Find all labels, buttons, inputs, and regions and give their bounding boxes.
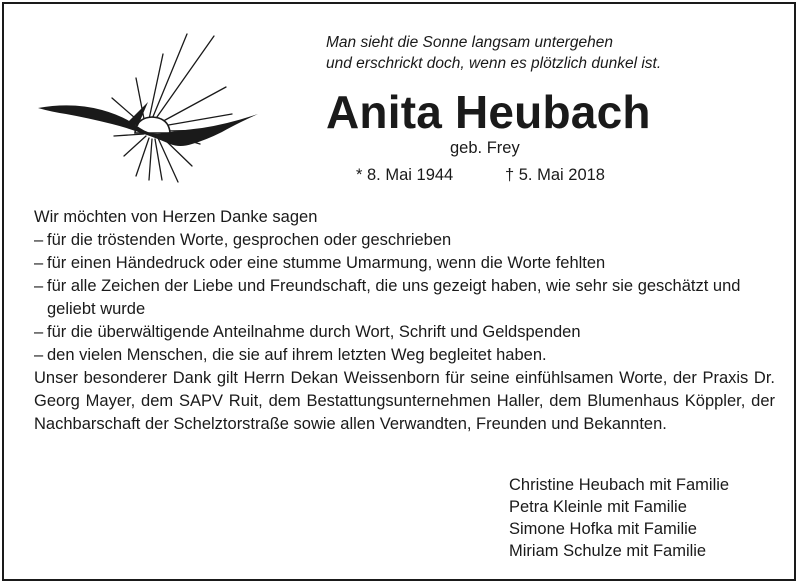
dash: – <box>34 277 44 295</box>
quote <box>326 32 661 74</box>
list-item-text: für einen Händedruck oder eine stumme Umarmung, wenn die Worte fehlten <box>47 254 606 272</box>
signatures <box>509 474 729 562</box>
dash: – <box>34 323 44 341</box>
list-item <box>34 344 775 367</box>
list-item-text: für die überwältigende Anteilnahme durch Wort, Schrift und Geldspenden <box>47 323 581 341</box>
birth-date: * 8. Mai 1944 <box>356 166 454 184</box>
thanks-intro: Wir möchten von Herzen Danke sagen <box>34 208 318 226</box>
obituary-card <box>2 2 796 581</box>
signature-line: Miriam Schulze mit Familie <box>509 542 707 560</box>
closing-paragraph: Unser besonderer Dank gilt Herrn Dekan Weissenborn für seine einfühlsamen Worte, der Praxis Dr. Georg Mayer, dem SAPV Ruit, dem Bestattungsunternehmen Haller, dem Blumenhaus Köppler, der Nachbarschaft der Schelztorstraße sowie allen Verwandten, Freunden und Bekannten. <box>34 369 775 433</box>
signature-line: Simone Hofka mit Familie <box>509 520 697 538</box>
list-item-text: den vielen Menschen, die sie auf ihrem letzten Weg begleitet haben. <box>47 346 547 364</box>
maiden-name: geb. Frey <box>450 139 520 157</box>
list-item <box>34 321 775 344</box>
thanks-list <box>34 229 775 367</box>
signature-line: Christine Heubach mit Familie <box>509 476 730 494</box>
list-item <box>34 252 775 275</box>
quote-line-1: Man sieht die Sonne langsam untergehen <box>326 34 613 51</box>
dash: – <box>34 231 44 249</box>
list-item-text: für alle Zeichen der Liebe und Freundschaft, die uns gezeigt haben, wie sehr sie geschätzt und geliebt wurde <box>47 277 741 318</box>
death-date: † 5. Mai 2018 <box>505 166 605 184</box>
list-item <box>34 275 775 321</box>
thanks-text <box>34 206 775 436</box>
dash: – <box>34 346 44 364</box>
list-item-text: für die tröstenden Worte, gesprochen oder geschrieben <box>47 231 452 249</box>
quote-line-2: und erschrickt doch, wenn es plötzlich dunkel ist. <box>326 55 662 72</box>
deceased-name: Anita Heubach <box>326 86 651 138</box>
list-item <box>34 229 775 252</box>
sunset-bird-icon <box>32 32 262 192</box>
signature-line: Petra Kleinle mit Familie <box>509 498 687 516</box>
dash: – <box>34 254 44 272</box>
